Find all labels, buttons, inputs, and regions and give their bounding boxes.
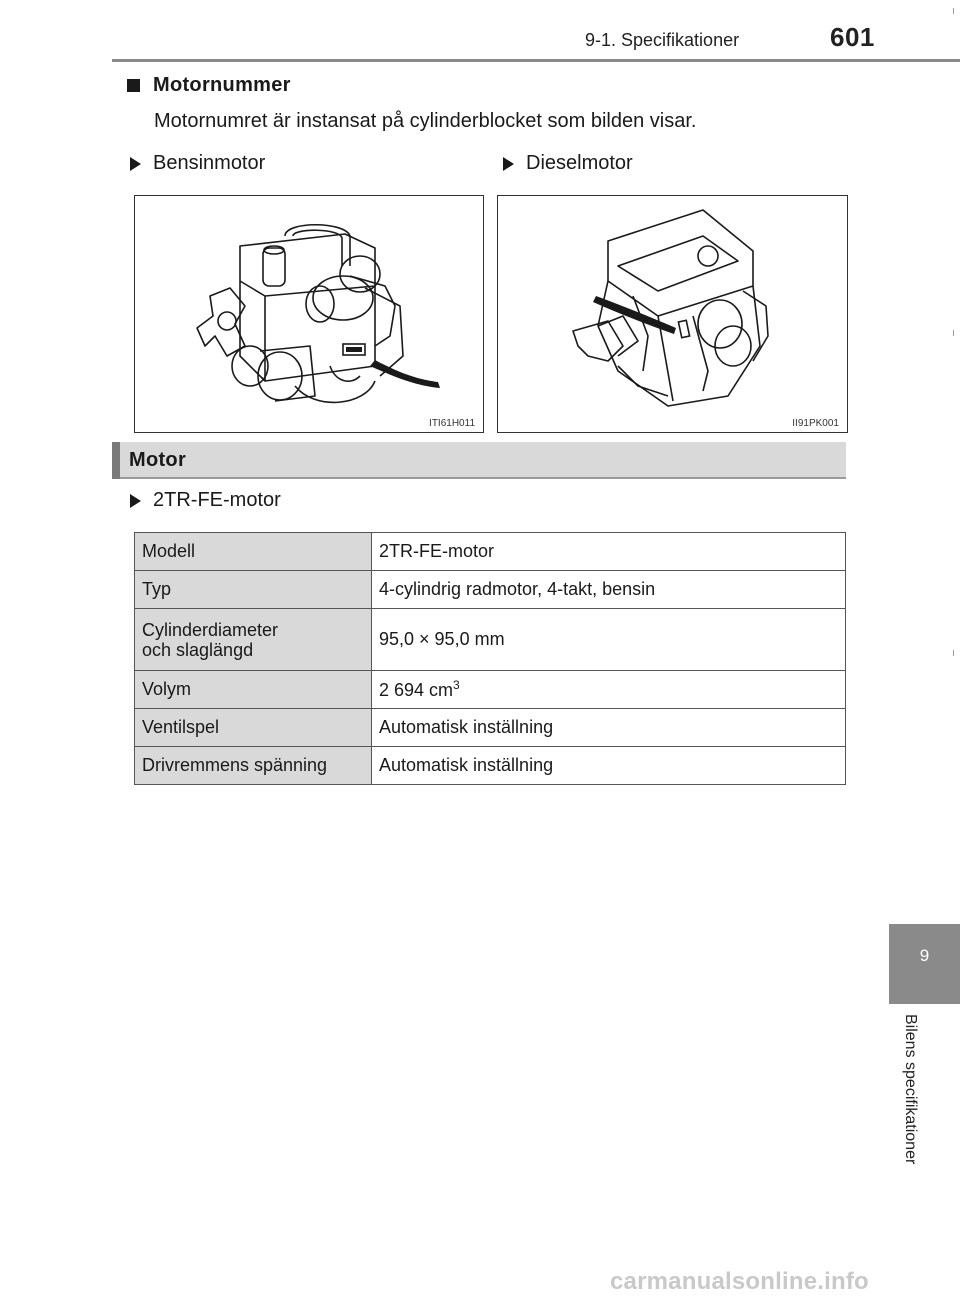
table-row: [135, 571, 846, 609]
crop-mark: [953, 650, 954, 656]
spec-key: Ventilspel: [135, 709, 372, 747]
figure-code: ITI61H011: [429, 418, 475, 429]
table-row: [135, 533, 846, 571]
spec-key-line: och slaglängd: [142, 639, 254, 660]
gasoline-engine-figure: [134, 195, 484, 433]
diesel-engine-illustration-icon: [498, 196, 847, 432]
section-band-marker: [112, 442, 120, 479]
table-row: [135, 671, 846, 709]
spec-key-line: Cylinderdiameter: [142, 619, 279, 640]
motor-section-band: [112, 442, 846, 479]
spec-value: Automatisk inställning: [372, 747, 846, 785]
spec-value: 4-cylindrig radmotor, 4-takt, bensin: [372, 571, 846, 609]
watermark: carmanualsonline.info: [610, 1268, 869, 1295]
motor-heading: Motor: [129, 449, 187, 471]
diesel-engine-figure: [497, 195, 848, 433]
triangle-bullet-icon: [130, 494, 141, 508]
table-row: [135, 747, 846, 785]
chapter-number: 9: [919, 946, 930, 965]
spec-key: Volym: [135, 671, 372, 709]
crop-mark: [953, 330, 954, 336]
spec-key: Typ: [135, 571, 372, 609]
engine-number-heading: Motornummer: [127, 74, 291, 97]
motor-subheading: 2TR-FE-motor: [130, 489, 281, 512]
figure-code: II91PK001: [792, 418, 839, 429]
section-header: 9-1. Specifikationer: [585, 30, 740, 50]
engine-number-description: Motornumret är instansat på cylinderblocket som bilden visar.: [154, 110, 697, 132]
table-row: [135, 709, 846, 747]
spec-value: Automatisk inställning: [372, 709, 846, 747]
triangle-bullet-icon: [130, 157, 141, 171]
engine-spec-table: [134, 532, 846, 785]
header-rule: [112, 59, 960, 62]
spec-value: [372, 671, 846, 709]
gasoline-engine-label: Bensinmotor: [130, 152, 265, 175]
chapter-tab: [889, 924, 960, 1004]
spec-key: Drivremmens spänning: [135, 747, 372, 785]
gasoline-engine-illustration-icon: [135, 196, 483, 432]
spec-value: 95,0 × 95,0 mm: [372, 609, 846, 671]
spec-value: 2TR-FE-motor: [372, 533, 846, 571]
chapter-label: [895, 1014, 919, 1204]
crop-mark: [953, 8, 954, 14]
triangle-bullet-icon: [503, 157, 514, 171]
chapter-label-text: Bilens specifikationer: [902, 1014, 919, 1165]
table-row: [135, 609, 846, 671]
volume-value: 2 694 cm: [379, 680, 454, 700]
spec-key: [135, 609, 372, 671]
spec-key: Modell: [135, 533, 372, 571]
square-bullet-icon: [127, 79, 140, 92]
volume-unit-superscript: 3: [453, 678, 460, 692]
page-number: 601: [830, 22, 875, 52]
diesel-engine-label: Dieselmotor: [503, 152, 633, 175]
